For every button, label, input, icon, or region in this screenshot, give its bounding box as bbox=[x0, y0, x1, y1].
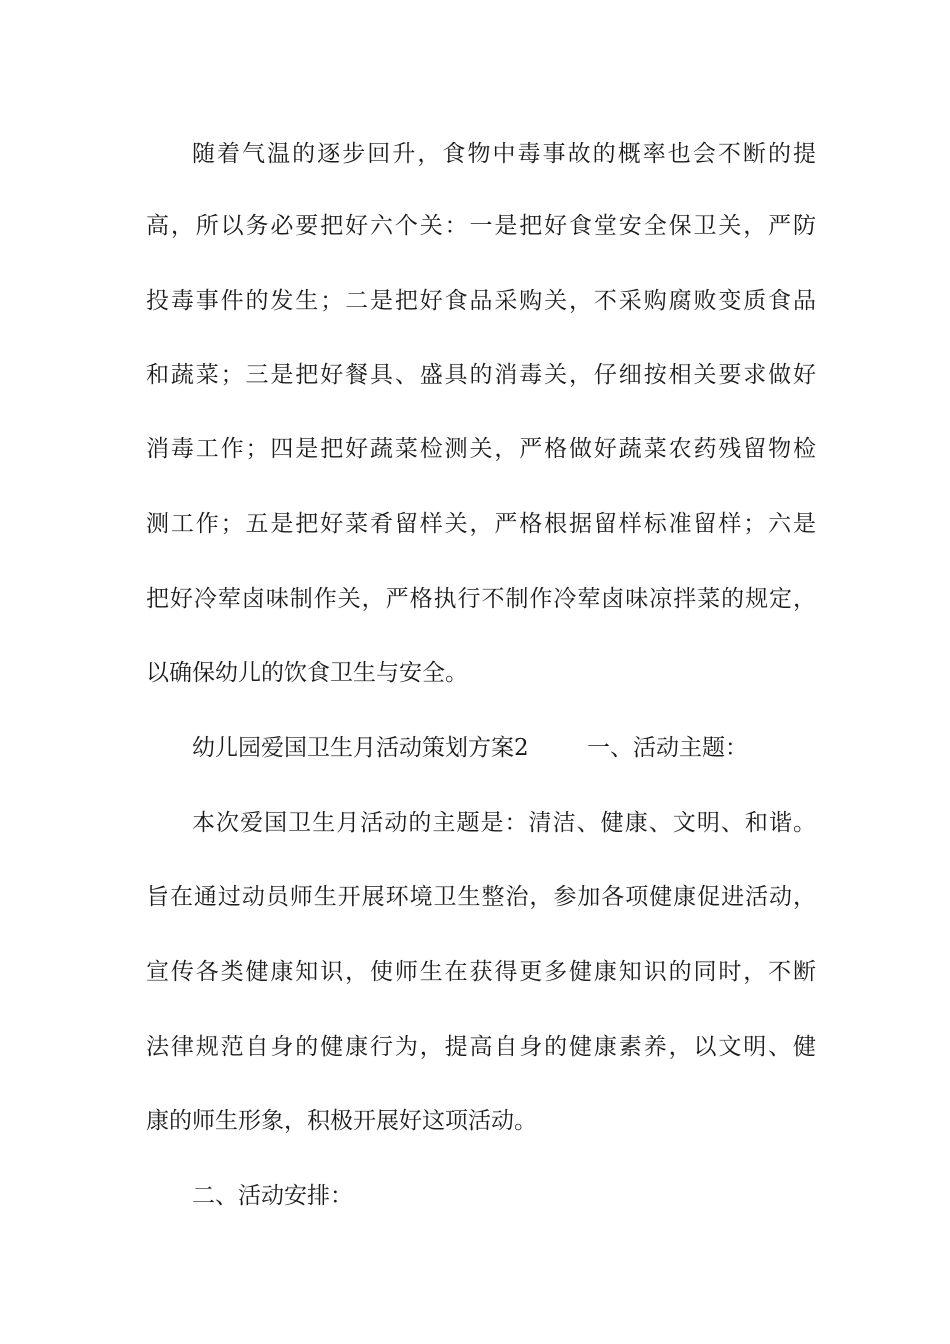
paragraph-line: 随着气温的逐步回升，食物中毒事故的概率也会不断的提 bbox=[192, 141, 816, 167]
paragraph-line: 以确保幼儿的饮食卫生与安全。 bbox=[146, 660, 468, 686]
paragraph-line: 法律规范自身的健康行为，提高自身的健康素养，以文明、健 bbox=[146, 1034, 816, 1060]
paragraph-line: 消毒工作；四是把好蔬菜检测关，严格做好蔬菜农药残留物检 bbox=[146, 436, 816, 462]
paragraph-line: 本次爱国卫生月活动的主题是：清洁、健康、文明、和谐。 bbox=[192, 810, 816, 836]
section-heading-theme: 一、活动主题： bbox=[587, 735, 748, 761]
paragraph-line: 把好冷荤卤味制作关，严格执行不制作冷荤卤味凉拌菜的规定， bbox=[146, 586, 816, 612]
paragraph-line: 宣传各类健康知识，使师生在获得更多健康知识的同时，不断 bbox=[146, 959, 816, 985]
paragraph-line: 测工作；五是把好菜肴留样关，严格根据留样标准留样；六是 bbox=[146, 511, 816, 537]
plan-heading bbox=[192, 728, 816, 768]
plan-title: 幼儿园爱国卫生月活动策划方案2 bbox=[192, 735, 529, 761]
paragraph-line: 和蔬菜；三是把好餐具、盛具的消毒关，仔细按相关要求做好 bbox=[146, 362, 816, 388]
paragraph-line: 旨在通过动员师生开展环境卫生整治，参加各项健康促进活动， bbox=[146, 884, 816, 910]
paragraph-line: 高，所以务必要把好六个关：一是把好食堂安全保卫关，严防 bbox=[146, 213, 816, 239]
section-heading-arrangement: 二、活动安排： bbox=[192, 1183, 353, 1209]
paragraph-line: 投毒事件的发生；二是把好食品采购关，不采购腐败变质食品 bbox=[146, 288, 816, 314]
paragraph-line: 康的师生形象，积极开展好这项活动。 bbox=[146, 1108, 537, 1134]
